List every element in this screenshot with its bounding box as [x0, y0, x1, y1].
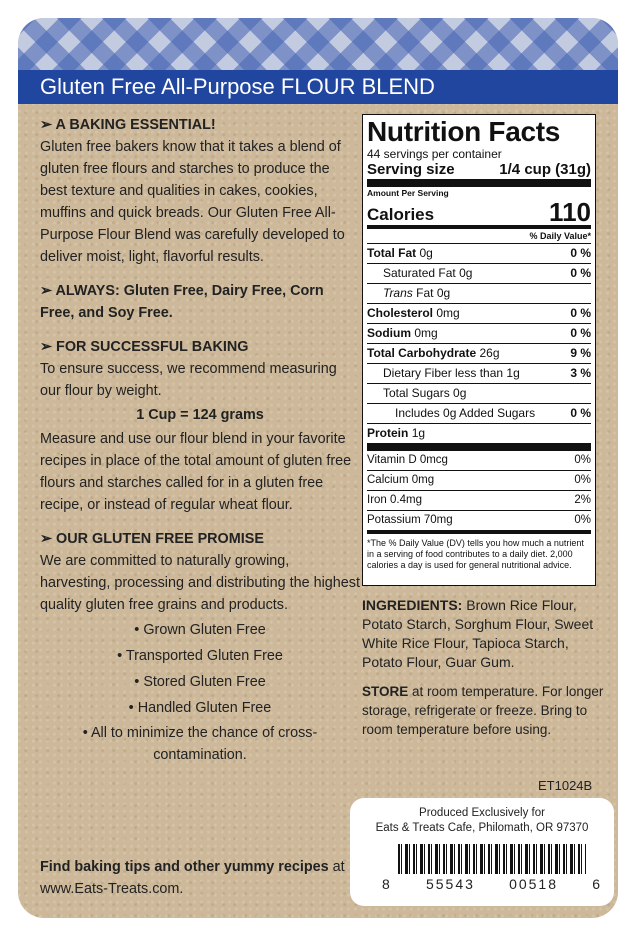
text-baking-2: Measure and use our flour blend in your favorite recipes in place of the total amount of gluten free flours and starches called for in a gluten free recipe, or instead of regular wheat flour. — [40, 431, 352, 513]
dv-header: % Daily Value* — [367, 225, 591, 243]
nutrient-row: Total Fat 0g 0 % — [367, 243, 591, 263]
vitamin-row: Calcium 0mg 0% — [367, 470, 591, 490]
section-always — [40, 280, 360, 324]
heading-promise: ➢ OUR GLUTEN FREE PROMISE — [40, 531, 264, 547]
nutrient-row: Total Sugars 0g — [367, 383, 591, 403]
promise-bullet: • Handled Gluten Free — [128, 700, 272, 716]
text-promise: We are committed to naturally growing, harvesting, processing and distributing the highest quality gluten free grains and products. — [40, 553, 360, 613]
right-column — [362, 596, 612, 739]
barcode-icon — [398, 844, 586, 874]
calories-value: 110 — [549, 197, 591, 227]
barcode-number: 8 55543 00518 6 — [382, 876, 602, 892]
serving-size-value: 1/4 cup (31g) — [499, 161, 591, 178]
ingredients — [362, 596, 612, 672]
section-promise — [40, 528, 360, 766]
nutrition-facts-panel — [362, 114, 596, 586]
nutrient-row: Dietary Fiber less than 1g 3 % — [367, 363, 591, 383]
ingredients-text: Brown Rice Flour, Potato Starch, Sorghum Flour, Sweet White Rice Flour, Tapioca Starch, Potato Flour, Guar Gum. — [362, 597, 594, 670]
store-label: STORE — [362, 684, 409, 699]
heading-essential: ➢ A BAKING ESSENTIAL! — [40, 117, 216, 133]
storage — [362, 682, 612, 739]
heading-always: ➢ ALWAYS: — [40, 283, 120, 299]
servings-text: 44 servings per container — [367, 147, 502, 161]
promise-bullet: • Grown Gluten Free — [134, 622, 266, 638]
nutrition-footnote: *The % Daily Value (DV) tells you how much a nutrient in a serving of food contributes to a daily diet. 2,000 calories a day is used for general nutritional advice. — [367, 530, 591, 571]
footer-bold: Find baking tips and other yummy recipes — [40, 859, 329, 875]
store-text: at room temperature. For longer storage, refrigerate or freeze. Bring to room temperature before using. — [362, 684, 604, 737]
measure-text: 1 Cup = 124 grams — [136, 407, 264, 423]
product-label — [18, 18, 618, 918]
nutrient-row: Sodium 0mg 0 % — [367, 323, 591, 343]
serving-size-label: Serving size — [367, 161, 455, 178]
footer-text — [40, 856, 360, 900]
section-essential — [40, 114, 360, 268]
ingredients-label: INGREDIENTS: — [362, 597, 463, 613]
producer-box — [350, 798, 614, 906]
product-code: ET1024B — [538, 778, 593, 793]
nutrient-row: Total Carbohydrate 26g 9 % — [367, 343, 591, 363]
nutrient-row: Saturated Fat 0g 0 % — [367, 263, 591, 283]
nutrition-title: Nutrition Facts — [367, 116, 561, 147]
text-always: Gluten Free, Dairy Free, Corn Free, and Soy Free. — [40, 283, 324, 321]
plaid-banner — [18, 18, 618, 70]
left-column — [40, 114, 360, 778]
nutrient-row: Trans Fat 0g — [367, 283, 591, 303]
calories-label: Calories — [367, 205, 435, 224]
heading-baking: ➢ FOR SUCCESSFUL BAKING — [40, 339, 249, 355]
promise-bullet: • Transported Gluten Free — [117, 648, 283, 664]
amount-per-serving: Amount Per Serving — [367, 179, 591, 199]
section-baking — [40, 336, 360, 516]
nutrient-row: Cholesterol 0mg 0 % — [367, 303, 591, 323]
footer-link: at www.Eats-Treats.com. — [40, 859, 345, 897]
promise-bullet: • All to minimize the chance of cross-contamination. — [82, 725, 318, 763]
nutrient-row: Includes 0g Added Sugars 0 % — [367, 403, 591, 423]
text-baking-1: To ensure success, we recommend measuring our flour by weight. — [40, 361, 337, 399]
product-title: Gluten Free All-Purpose FLOUR BLEND — [18, 70, 618, 104]
nutrient-row: Protein 1g — [367, 423, 591, 443]
vitamin-row: Potassium 70mg 0% — [367, 510, 591, 530]
vitamin-row: Vitamin D 0mcg 0% — [367, 443, 591, 470]
text-essential: Gluten free bakers know that it takes a blend of gluten free flours and starches to produce the best texture and qualities in cakes, cookies, muffins and quick breads. Our Gluten Free All-Purpose Flour Blend was carefully developed to deliver moist, light, flavorful results. — [40, 139, 345, 265]
promise-bullet: • Stored Gluten Free — [134, 674, 266, 690]
producer-line-1: Produced Exclusively for — [419, 807, 545, 819]
vitamin-row: Iron 0.4mg 2% — [367, 490, 591, 510]
producer-line-2: Eats & Treats Cafe, Philomath, OR 97370 — [375, 822, 589, 834]
